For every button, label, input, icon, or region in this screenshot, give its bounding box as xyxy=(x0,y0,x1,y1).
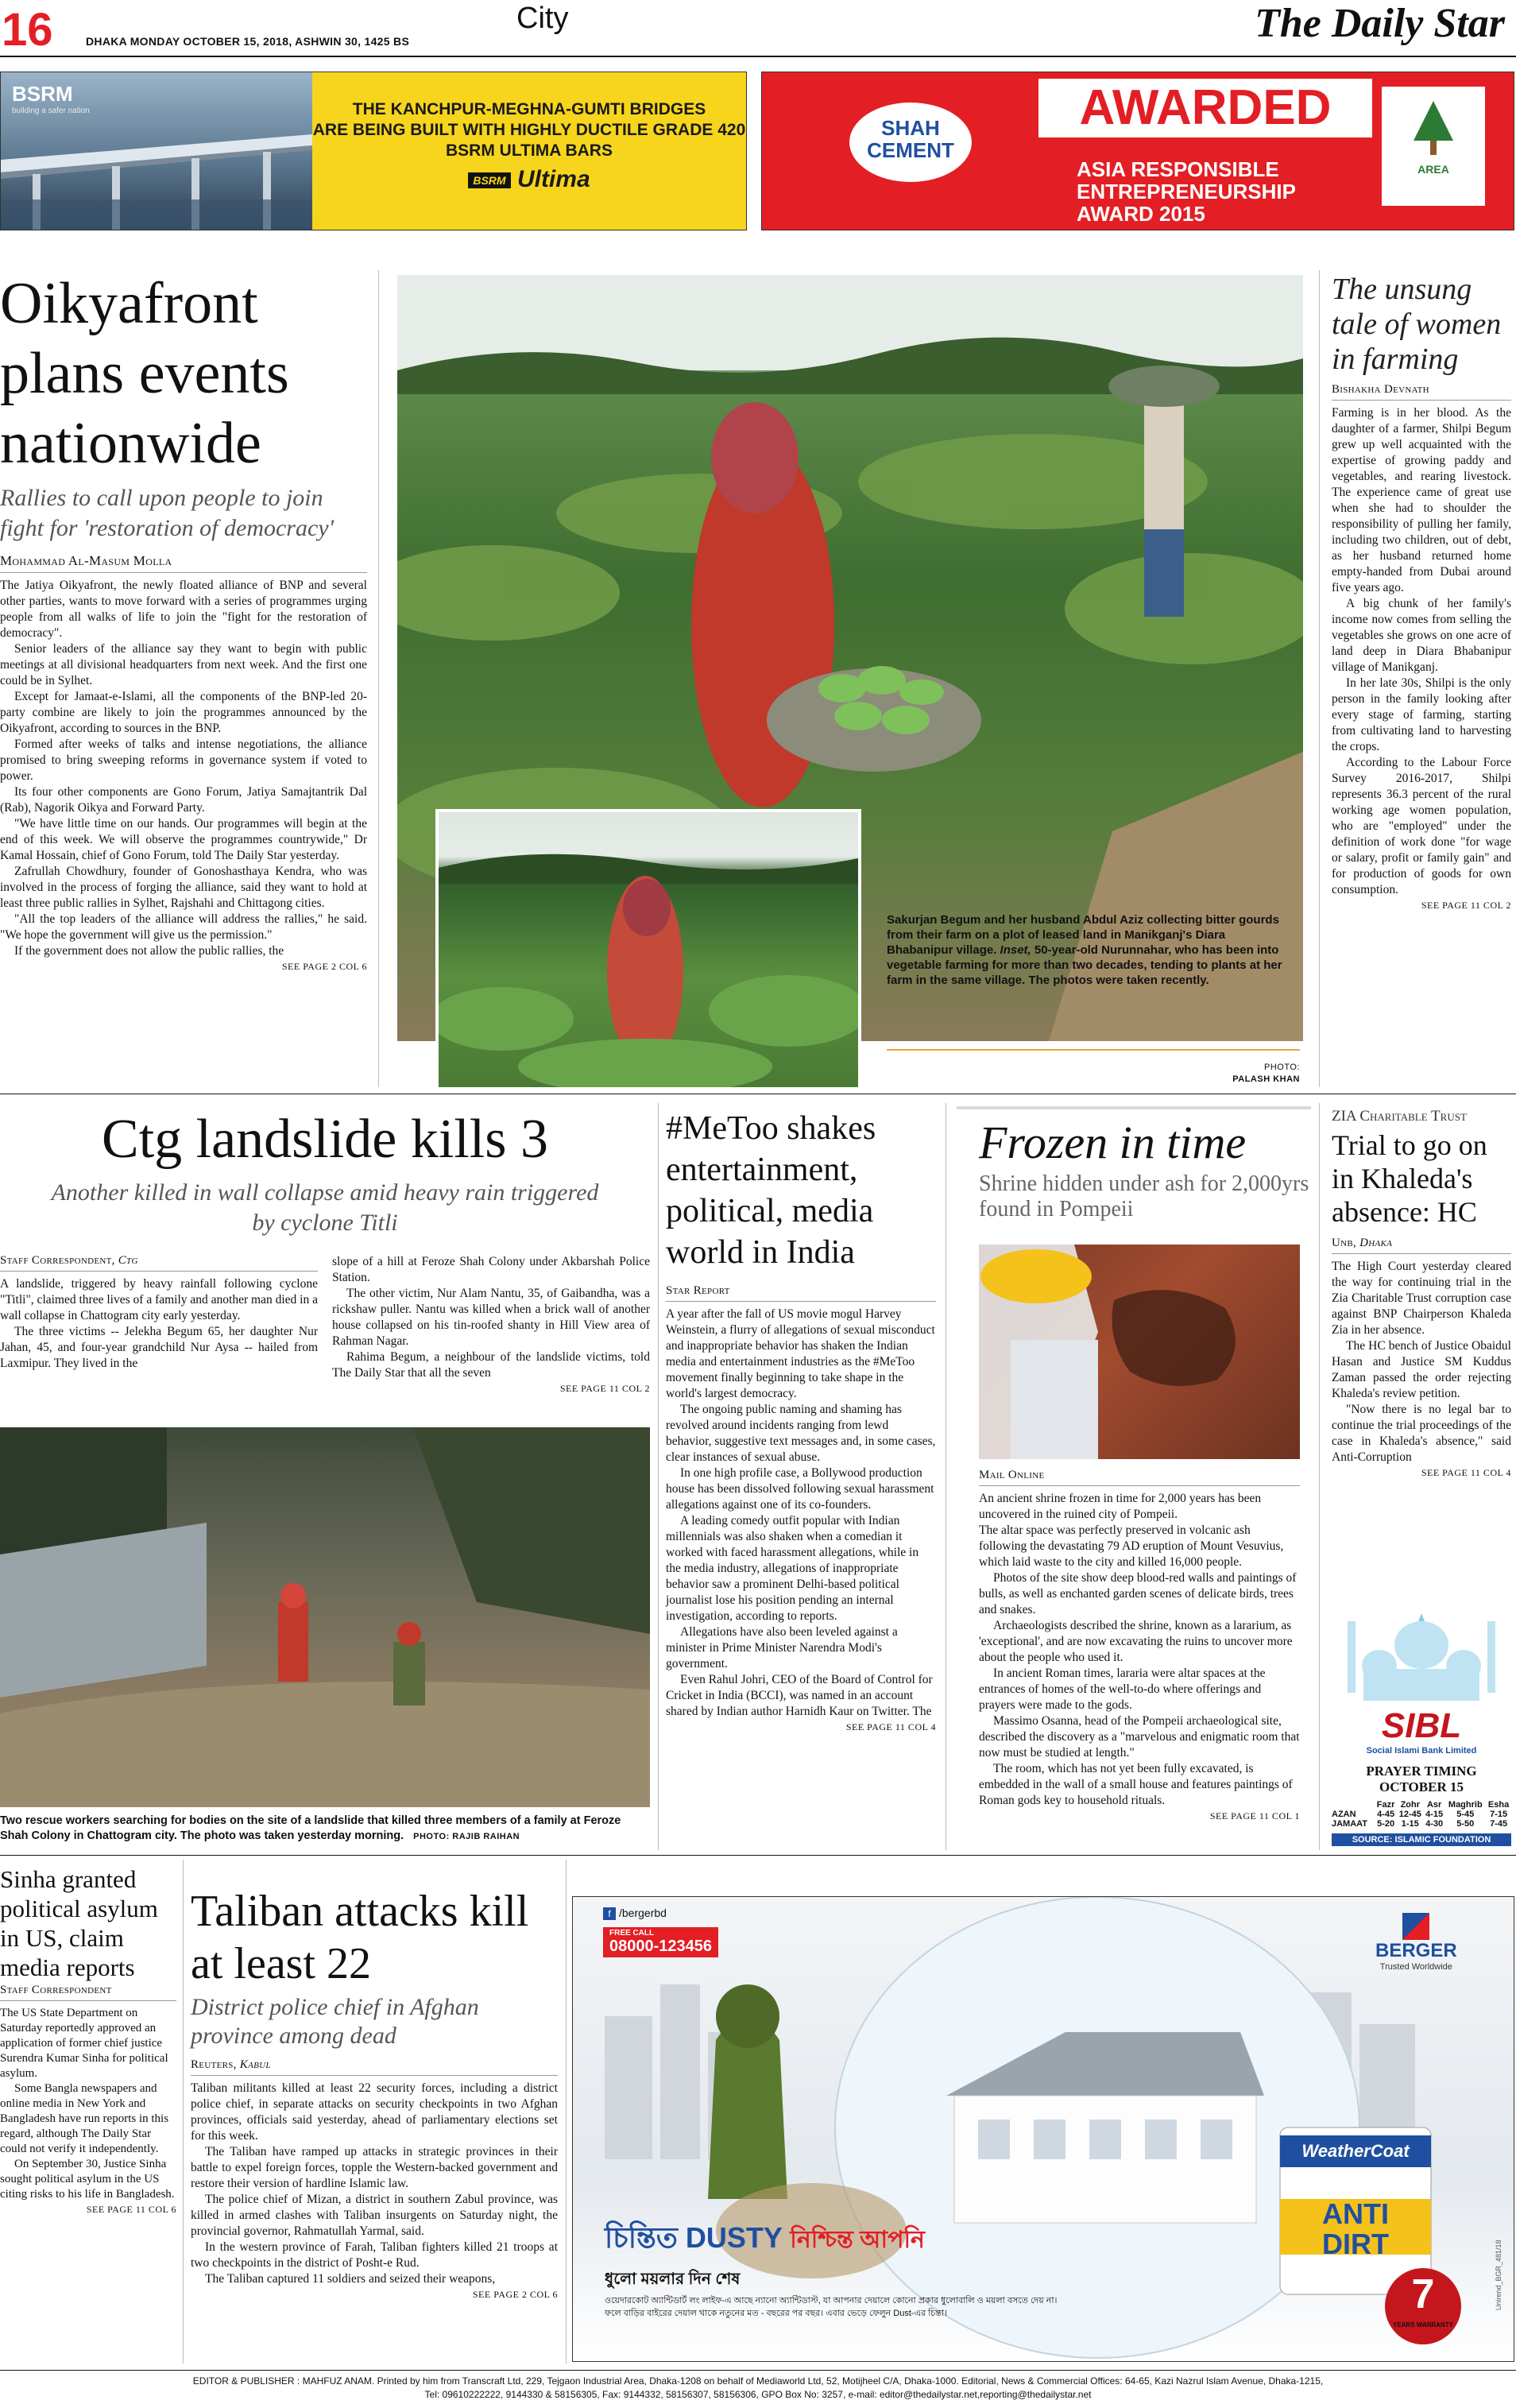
jump-link[interactable]: SEE PAGE 11 COL 2 xyxy=(1421,900,1511,911)
story-ctg-landslide xyxy=(0,1106,650,1395)
jump-link[interactable]: SEE PAGE 11 COL 4 xyxy=(845,1721,936,1732)
bangla-body: ওয়েদারকোট অ্যান্টিডার্ট লং লাইফ-এ আছে ন্যানো অ্যান্টিডাস্ট, যা আপনার দেয়ালে কোনো প্রকার ধুলোবালি ও ময়লা বসতে দেয় না। ফলে বাড়ির বাইরের দেয়াল থাকে নতুনের মত - বছরের পর বছর। এবার ভেড়ে ফেলুন Dust-এর চিন্তা। xyxy=(605,2296,1058,2318)
jump-link[interactable]: SEE PAGE 11 COL 6 xyxy=(86,2204,176,2215)
headline: Ctg landslide kills 3 xyxy=(102,1109,548,1170)
bsrm-ad-text: THE KANCHPUR-MEGHNA-GUMTI BRIDGES ARE BEING BUILT WITH HIGHLY DUCTILE GRADE 420 BSRM ULTIMA BARS BSRM Ultima xyxy=(312,72,746,230)
jump-link[interactable]: SEE PAGE 11 COL 1 xyxy=(1209,1810,1300,1821)
prayer-table: Fazr Zohr Asr Maghrib Esha AZAN 4-45 12-45 4-15 5-45 7-15 JAMAAT 5-20 1-15 4-30 5-50 7-45 xyxy=(1332,1800,1511,1829)
area-badge: AREA xyxy=(1382,87,1485,206)
story-body: The Jatiya Oikyafront, the newly floated alliance of BNP and several other parties, wants to move forward with a series of programmes urging people from all walks of life to join the "fight for the restoration of democracy". Senior leaders of the alliance say they want to begin with public meetings at all divisional headquarters from next week. And the first one could be in Sylhet. Except for Jamaat-e-Islami, all the components of the BNP-led 20-party combine are likely to join the programmes announced by the Oikyafront, according to sources in the BNP. Formed after weeks of talks and intense negotiations, the alliance promised to bring sweeping reforms in governance system if voted to power. Its four other components are Gono Forum, Jatiya Samajtantrik Dal (Rab), Nagorik Oikya and Forward Party. "We have little time on our hands. Our programmes will begin at the end of this week. We will observe the programmes countrywide," Dr Kamal Hossain, chief of Gono Forum, told The Daily Star yesterday. Zafrullah Chowdhury, founder of Gonoshasthaya Kendra, who was involved in the process of forging the alliance, said they want to hold at least three public rallies in Sylhet, Rajshahi and Chittagong cities. "All the top leaders of the alliance will address the rallies," he said. "We hope the government will give us the permission." If the government does not allow the public rallies, the xyxy=(0,579,367,958)
jump-link[interactable]: SEE PAGE 2 COL 6 xyxy=(472,2289,558,2300)
imprint: EDITOR & PUBLISHER : MAHFUZ ANAM. Printed by him from Transcraft Ltd, 229, Tejgaon Industrial Area, Dhaka-1208 on behalf of Mediaworld Ltd, 52, Motijheel C/A, Dhaka-1000. Editorial, News & Commercial Offices: 64-65, Kazi Nazrul Islam Avenue, Dhaka-1215, Tel: 09610222222, 9144330 & 58156305, Fax: 9144332, 58156307, 58156306, GPO Box No: 3257, e-mail: editor@thedailystar.net,reporting@thedailystar.net xyxy=(192,2375,1324,2400)
headline: Taliban attacks kill at least 22 xyxy=(191,1887,529,1988)
landslide-photo xyxy=(0,1427,650,1807)
column-rule xyxy=(658,1103,659,1850)
story-body: Farming is in her blood. As the daughter of a farmer, Shilpi Begum grew up well acquainted with the expertise of growing paddy and vegetables, and rearing livestock. The experience came of great use when she had to shoulder the responsibility of pulling her family, including two children, out of debt, as her husband returned home empty-handed from Dubai around five years ago. A big chunk of her family's income now comes from selling the vegetables she grows on one acre of land deep in Diara Bhabanipur village of Manikganj. In her late 30s, Shilpi is the only person in the family looking after every stage of farming, starting from cultivating land to harvesting the crops. According to the Labour Force Survey 2016-2017, Shilpi represents 36.3 percent of the rural working age women population, who are "employed" under the definition of work done "for wage or salary, profit or family gain" and for production of goods for own consumption. xyxy=(1332,406,1511,896)
headline: The unsung tale of women in farming xyxy=(1332,273,1502,376)
story-khaleda-trial xyxy=(1332,1108,1511,1479)
story-pompeii xyxy=(957,1106,1311,1222)
story-oikyafront xyxy=(0,269,367,973)
story-women-farming xyxy=(1332,272,1511,912)
column-rule xyxy=(378,270,379,1087)
byline: Reuters, Kabul xyxy=(191,2058,558,2076)
story-body: A year after the fall of US movie mogul Harvey Weinstein, a flurry of allegations of sexual misconduct and inappropriate behavior has shaken the Indian media and entertainment industries as the #MeToo movement finally beginning to take shape in the world's largest democracy. The ongoing public naming and shaming has revolved around incidents ranging from lewd behavior, suggestive text messages and, in some cases, clear instances of sexual abuse. In one high profile case, a Bollywood production house has been dissolved following sexual harassment allegations against one of its co-founders. A leading comedy outfit popular with Indian millennials was also shaken when a comedian it worked with faced harassment allegations, while in the media industry, allegations of inappropriate behavior saw a prominent Delhi-based political journalist lose his position pending an internal investigation, according to reports. Allegations have also been leveled against a minister in Prime Minister Narendra Modi's government. Even Rahul Johri, CEO of the Board of Control for Cricket in India (BCCI), was named in an account shared by Indian author Harnidh Kaur on Twitter. The xyxy=(666,1307,936,1718)
column-rule xyxy=(1319,270,1320,1087)
byline: Bishakha Devnath xyxy=(1332,383,1511,401)
product-can: WeatherCoat ANTI DIRT xyxy=(1301,2141,1410,2260)
berger-mark-icon xyxy=(1402,1913,1429,1940)
sibl-prayer-ad[interactable]: SIBL Social Islami Bank Limited PRAYER TIMING OCTOBER 15 Fazr Zohr Asr Maghrib Esha AZAN 4-45 12-45 4-15 5-45 7-15 JAMAAT 5-20 1-15 4-30 5-50 7-45 SOURCE: ISLAMIC FOUNDATION xyxy=(1332,1589,1511,1876)
bsrm-ad[interactable] xyxy=(0,72,747,230)
sibl-logo: SIBL xyxy=(1381,1706,1462,1745)
hotline[interactable]: FREE CALL 08000-123456 xyxy=(603,1927,718,1957)
jump-link[interactable]: SEE PAGE 11 COL 4 xyxy=(1421,1467,1511,1478)
bangla-headline: চিন্তিত DUSTY নিশ্চিন্ত আপনি xyxy=(605,2221,925,2254)
caption-rule xyxy=(887,1049,1300,1051)
shah-cement-logo: SHAH CEMENT xyxy=(849,103,972,182)
jamaat-row: JAMAAT 5-20 1-15 4-30 5-50 7-45 xyxy=(1332,1819,1508,1829)
byline: Staff Correspondent, Ctg xyxy=(0,1254,318,1272)
story-metoo xyxy=(666,1108,936,1733)
story-body-col1: A landslide, triggered by heavy rainfall following cyclone "Titli", claimed three lives of a family and another man died in a wall collapse in Chattogram city early yesterday. The three victims -- Jelekha Begum 65, her daughter Nur Jahan, 45, and four-year grandchild Nur Aysa -- hailed from Laxmipur. They lived in the xyxy=(0,1277,318,1370)
shah-cement-ad[interactable] xyxy=(761,72,1514,230)
farm-photo-caption: Sakurjan Begum and her husband Abdul Aziz collecting bitter gourds from their farm on a plot of leased land in Manikganj's Diara Bhabanipur village. Inset, 50-year-old Nurunnahar, who has been into vegetable farming for more than two decades, tending to plants at her farm in the same village. The photos were taken recently. xyxy=(887,913,1282,987)
bsrm-logo: BSRM building a safer nation xyxy=(12,82,90,115)
story-body: An ancient shrine frozen in time for 2,000 years has been uncovered in the ruined city of Pompeii. The altar space was perfectly preserved in volcanic ash following the devastating 79 AD eruption of Mount Vesuvius, which laid waste to the city and killed 16,000 people. Photos of the site show deep blood-red walls and paintings of bulls, as well as enchanted garden scenes of delicate birds, trees and snakes. Archaeologists described the shrine, known as a lararium, as 'exceptional', and are now excavating the ruins to uncover more about the people who used it. In ancient Roman times, lararia were altar spaces at the entrances of homes of the well-to-do where offerings and prayers were made to the gods. Massimo Osanna, head of the Pompeii archaeological site, described the discovery as a "marvelous and enigmatic room that now must be studied at length." The room, which has not yet been fully excavated, is embedded in the wall of a small house and features paintings of Roman gods key to household rituals. xyxy=(979,1492,1300,1807)
column-rule xyxy=(566,1860,567,2363)
byline: Staff Correspondent xyxy=(0,1984,176,2001)
byline: Mail Online xyxy=(979,1469,1300,1486)
prayer-source: SOURCE: ISLAMIC FOUNDATION xyxy=(1332,1833,1511,1846)
headline: Frozen in time xyxy=(979,1117,1247,1168)
column-rule xyxy=(1319,1103,1320,1850)
photo-credit: PHOTO: PALASH KHAN xyxy=(1232,1063,1300,1084)
landslide-illustration xyxy=(0,1427,650,1807)
prayer-heading: PRAYER TIMING OCTOBER 15 xyxy=(1366,1763,1477,1794)
headline: Sinha granted political asylum in US, claim media reports xyxy=(0,1865,158,1981)
column-rule xyxy=(183,1860,184,2363)
bangla-slogan: ধুলো ময়লার দিন শেষ xyxy=(605,2271,741,2288)
inset-illustration xyxy=(439,812,858,1087)
kicker: ZIA Charitable Trust xyxy=(1332,1108,1467,1125)
page-number: 16 xyxy=(2,4,53,56)
story-body: The High Court yesterday cleared the way for continuing trial in the Zia Charitable Trust corruption case against BNP Chairperson Khaleda Zia in her absence. The HC bench of Justice Obaidul Hasan and Justice SM Kuddus Zaman passed the order rejecting Khaleda's review petition. "Now there is no legal bar to continue the trial proceedings of the case in Khaleda's absence," said Anti-Corruption xyxy=(1332,1260,1511,1464)
masthead-rule xyxy=(0,56,1516,57)
jump-link[interactable]: SEE PAGE 11 COL 2 xyxy=(559,1383,650,1394)
deck: Rallies to call upon people to join fight for 'restoration of democracy' xyxy=(0,485,335,541)
byline: Star Report xyxy=(666,1284,936,1302)
jump-link[interactable]: SEE PAGE 2 COL 6 xyxy=(281,961,367,972)
award-name: ASIA RESPONSIBLE ENTREPRENEURSHIP AWARD 2015 xyxy=(1077,157,1296,226)
ultima-logo: BSRM Ultima xyxy=(312,169,746,191)
footer-rule xyxy=(0,2370,1516,2371)
pompeii-photo xyxy=(979,1245,1300,1459)
section-rule xyxy=(0,1855,1516,1856)
dateline: DHAKA MONDAY OCTOBER 15, 2018, ASHWIN 30, 1425 BS xyxy=(86,35,410,48)
berger-ad[interactable] xyxy=(572,1896,1514,2362)
facebook-handle[interactable]: f /bergerbd xyxy=(603,1907,667,1920)
inset-photo xyxy=(435,809,861,1090)
byline: Mohammad Al-Masum Molla xyxy=(0,553,367,573)
headline: Oikyafront plans events nationwide xyxy=(0,271,289,476)
warranty-badge: 7 YEARS WARRANTY xyxy=(1392,2271,1453,2329)
tree-icon xyxy=(1414,101,1453,157)
story-body-col2: slope of a hill at Feroze Shah Colony under Akbarshah Police Station. The other victim, Nur Alam Nantu, 35, of Gaibandha, was a rickshaw puller. Nantu was killed when a brick wall of another house collapsed on his tin-roofed shanty in Hill View area of Rahman Nagar. Rahima Begum, a neighbour of the landslide victims, told The Daily Star that all the seven xyxy=(332,1255,650,1380)
deck: Shrine hidden under ash for 2,000yrs found in Pompeii xyxy=(979,1171,1309,1221)
pompeii-illustration xyxy=(979,1245,1300,1459)
paper-logo: The Daily Star xyxy=(1255,1,1505,46)
byline: Unb, Dhaka xyxy=(1332,1237,1511,1254)
awarded-text: AWARDED xyxy=(1038,79,1372,137)
story-body: Taliban militants killed at least 22 security forces, including a district police chief, in separate attacks on security checkpoints in two Afghan provinces, officials said yesterday, ahead of parliamentary elections set for this week. The Taliban have ramped up attacks in strategic provinces in their battle to expel foreign forces, topple the Western-backed government and restore their version of hardline Islamic law. The police chief of Mizan, a district in southern Zabul province, was killed in armed clashes with Taliban insurgents on Saturday night, the provincial governor, Rahmatullah Yarmal, said. In the western province of Farah, Taliban fighters killed 21 troops at two checkpoints in the district of Posht-e Rud. The Taliban captured 11 soldiers and seized their weapons, xyxy=(191,2081,558,2286)
headline: Trial to go on in Khaleda's absence: HC xyxy=(1332,1129,1487,1228)
deck: District police chief in Afghan province among dead xyxy=(191,1994,479,2049)
landslide-caption: Two rescue workers searching for bodies on the site of a landslide that killed three members of a family at Feroze Shah Colony in Chattogram city. The photo was taken yesterday morning. PHOTO: RAJIB RAIHAN xyxy=(0,1814,621,1842)
ad-code: Unirend_BGR_481/18 xyxy=(1495,2240,1502,2310)
story-body: The US State Department on Saturday reportedly approved an application of former chief justice Surendra Kumar Sinha for political asylum. Some Bangla newspapers and online media in New York and Bangladesh have run reports in this regard, although The Daily Star could not verify it independently. On September 30, Justice Sinha sought political asylum in the US citing risks to his life in Bangladesh. xyxy=(0,2007,175,2201)
berger-logo: BERGER Trusted Worldwide xyxy=(1375,1913,1457,1972)
story-sinha-asylum xyxy=(0,1864,176,2216)
deck: Another killed in wall collapse amid heavy rain triggered by cyclone Titli xyxy=(51,1179,599,1236)
headline: #MeToo shakes entertainment, political, media world in India xyxy=(666,1110,876,1271)
azan-row: AZAN 4-45 12-45 4-15 5-45 7-15 xyxy=(1332,1810,1508,1819)
story-pompeii-body xyxy=(979,1469,1300,1822)
section-label: City xyxy=(516,2,569,35)
facebook-icon: f xyxy=(603,1907,616,1920)
story-taliban xyxy=(191,1885,558,2301)
mosque-icon xyxy=(1332,1589,1511,1709)
bridge-image xyxy=(1,72,312,230)
